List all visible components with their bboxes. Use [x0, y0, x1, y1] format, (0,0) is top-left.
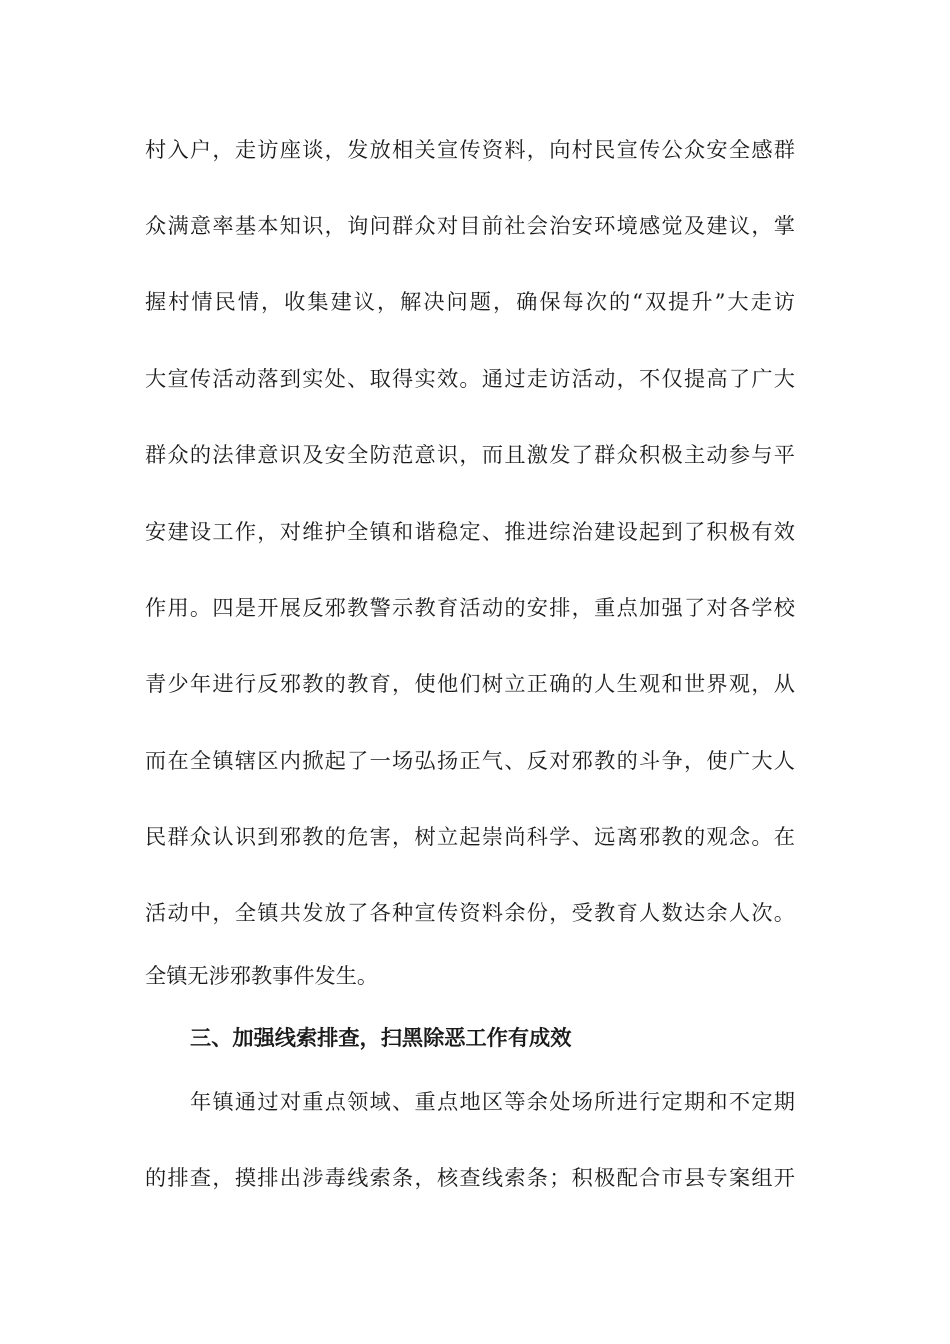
body-text-line: 而在全镇辖区内掀起了一场弘扬正气、反对邪教的斗争，使广大人: [145, 748, 795, 773]
body-text-line: 青少年进行反邪教的教育，使他们树立正确的人生观和世界观，从: [145, 671, 795, 696]
body-text-line: 村入户，走访座谈，发放相关宣传资料，向村民宣传公众安全感群: [145, 137, 795, 162]
body-text-line: 安建设工作，对维护全镇和谐稳定、推进综治建设起到了积极有效: [145, 519, 795, 544]
body-text-line: 活动中，全镇共发放了各种宣传资料余份，受教育人数达余人次。: [145, 900, 795, 925]
body-text-line: 群众的法律意识及安全防范意识，而且激发了群众积极主动参与平: [145, 442, 795, 467]
body-text-line: 全镇无涉邪教事件发生。: [145, 963, 379, 988]
body-text-line: 众满意率基本知识，询问群众对目前社会治安环境感觉及建议，掌: [145, 213, 795, 238]
body-text-line: 握村情民情，收集建议，解决问题，确保每次的“双提升”大走访: [145, 289, 795, 314]
body-text-line: 大宣传活动落到实处、取得实效。通过走访活动，不仅提高了广大: [145, 366, 795, 391]
section-heading: 三、加强线索排查，扫黑除恶工作有成效: [190, 1025, 572, 1050]
body-text-line: 民群众认识到邪教的危害，树立起崇尚科学、远离邪教的观念。在: [145, 824, 795, 849]
body-text-line: 作用。四是开展反邪教警示教育活动的安排，重点加强了对各学校: [145, 595, 795, 620]
body-text-line: 年镇通过对重点领域、重点地区等余处场所进行定期和不定期: [190, 1089, 795, 1114]
body-text-line: 的排查，摸排出涉毒线索条，核查线索条；积极配合市县专案组开: [145, 1165, 795, 1190]
